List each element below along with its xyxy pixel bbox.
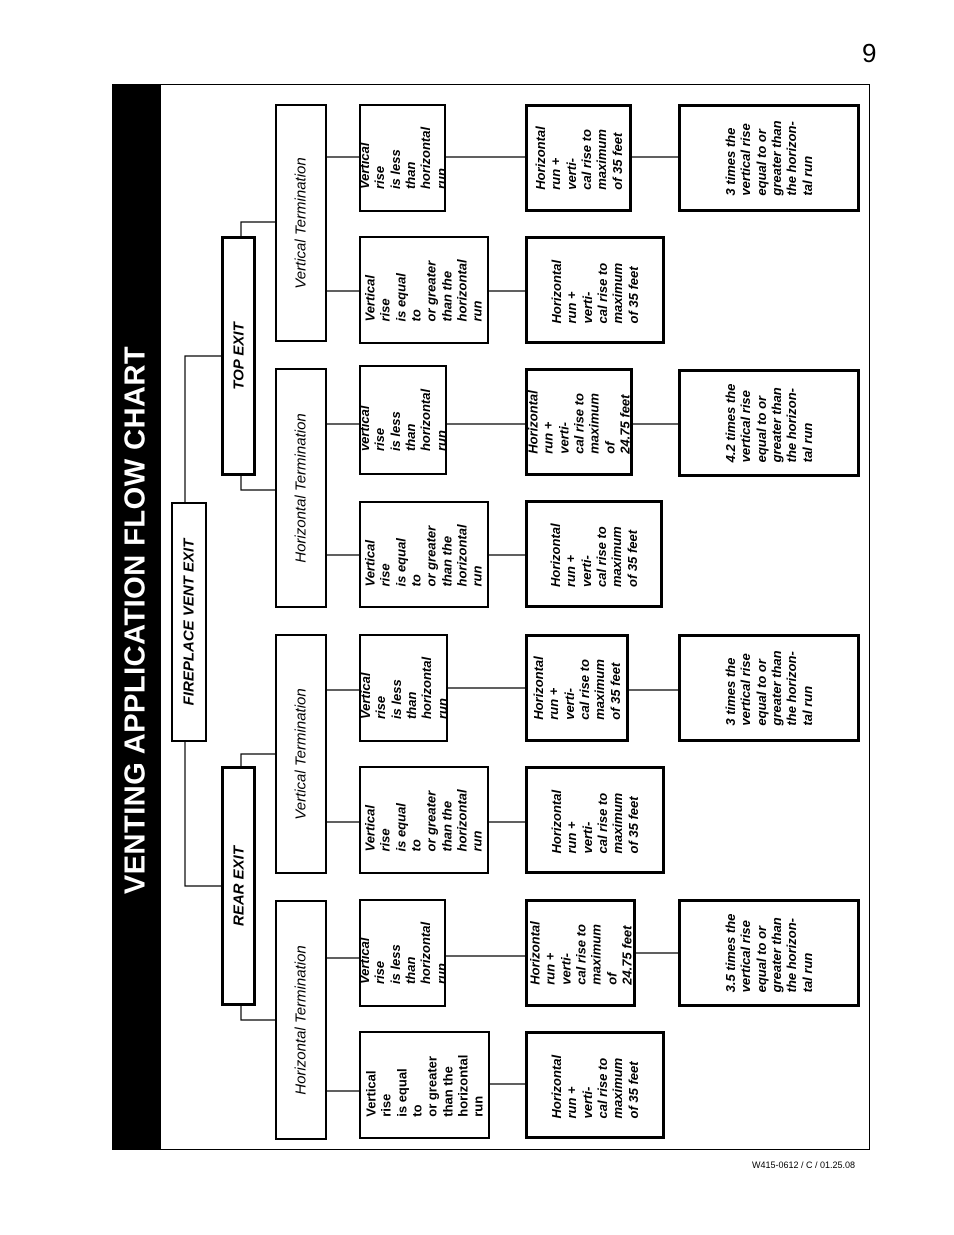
ratio-box-rear-vertical-less bbox=[678, 634, 860, 742]
ratio-box-rear-horizontal-less bbox=[678, 899, 860, 1007]
run-text-top-vertical-less: Horizontal run + verti- cal rise to maximum of 35 feet bbox=[532, 126, 625, 190]
ratio-text-top-vertical-less: 3 times the vertical rise equal to or greater than the horizon- tal run bbox=[723, 120, 815, 196]
run-box-top-vertical-equal bbox=[525, 236, 665, 344]
page-number: 9 bbox=[862, 38, 877, 68]
run-box-top-horizontal-equal bbox=[525, 500, 663, 608]
condition-box-rear-horizontal-equal bbox=[359, 1031, 490, 1139]
condition-text-rear-horizontal-equal: Vertical rise is equal to or greater than the horizontal run bbox=[363, 1054, 486, 1117]
connector-rear-horizontal bbox=[241, 1006, 275, 1020]
condition-box-rear-vertical-less bbox=[359, 634, 448, 742]
document-code: W415-0612 / C / 01.25.08 bbox=[752, 1160, 856, 1170]
condition-text-top-vertical-equal: Vertical rise is equal to or greater than the horizontal run bbox=[362, 259, 485, 322]
condition-box-top-vertical-less bbox=[356, 104, 449, 212]
run-text-rear-horizontal-less: Horizontal run + verti- cal rise to maximum of 24.75 feet bbox=[526, 921, 634, 985]
condition-text-top-horizontal-less: vertical rise is less than horizontal run bbox=[357, 388, 449, 452]
top-horizontal-termination-box bbox=[275, 368, 327, 608]
top-exit-box bbox=[221, 236, 256, 476]
run-text-top-horizontal-less: Horizontal run + verti- cal rise to maximum of 24.75 feet bbox=[525, 390, 633, 454]
run-text-rear-horizontal-equal: Horizontal run + verti- cal rise to maximum of 35 feet bbox=[549, 1054, 641, 1119]
rear-vertical-termination-box bbox=[275, 634, 327, 874]
chart-title: VENTING APPLICATION FLOW CHART bbox=[119, 345, 152, 895]
run-text-top-vertical-equal: Horizontal run + verti- cal rise to maximum of 35 feet bbox=[549, 259, 641, 324]
condition-box-top-vertical-equal bbox=[359, 236, 489, 344]
condition-box-top-horizontal-equal bbox=[359, 501, 489, 608]
connector-top-vertical bbox=[241, 222, 275, 236]
rear-horizontal-termination-box bbox=[275, 900, 327, 1140]
connector-rear-vertical bbox=[241, 754, 275, 766]
ratio-box-top-vertical-less bbox=[678, 104, 860, 212]
condition-text-rear-horizontal-less: Vertical rise is less than horizontal run bbox=[356, 921, 449, 985]
condition-text-rear-vertical-equal: Vertical rise is equal to or greater than the horizontal run bbox=[362, 789, 485, 852]
top-vertical-termination-label: Vertical Termination bbox=[292, 157, 310, 289]
ratio-text-rear-horizontal-less: 3.5 times the vertical rise equal to or greater than the horizon- tal run bbox=[723, 913, 815, 993]
condition-text-top-horizontal-equal: Vertical rise is equal to or greater than the horizontal run bbox=[362, 523, 485, 586]
run-box-rear-vertical-less bbox=[525, 634, 629, 742]
run-box-top-horizontal-less bbox=[525, 368, 633, 476]
condition-box-rear-horizontal-less bbox=[356, 899, 449, 1007]
condition-text-rear-vertical-less: Vertical rise is less than horizontal run bbox=[357, 656, 450, 720]
run-text-rear-vertical-less: Horizontal run + verti- cal rise to maximum of 35 feet bbox=[531, 656, 623, 720]
run-text-top-horizontal-equal: Horizontal run + verti- cal rise to maximum of 35 feet bbox=[548, 523, 640, 587]
root-box-fireplace-vent-exit bbox=[171, 502, 207, 742]
ratio-text-top-horizontal-less: 4.2 times the vertical rise equal to or greater than the horizon- tal run bbox=[723, 383, 815, 463]
top-horizontal-termination-label: Horizontal Termination bbox=[292, 413, 310, 563]
run-box-rear-horizontal-equal bbox=[525, 1031, 665, 1139]
rear-exit-label: REAR EXIT bbox=[230, 845, 247, 927]
condition-box-rear-vertical-equal bbox=[359, 766, 489, 874]
ratio-box-top-horizontal-less bbox=[678, 369, 860, 477]
condition-text-top-vertical-less: Vertical rise is less than horizontal run bbox=[356, 126, 449, 190]
run-text-rear-vertical-equal: Horizontal run + verti- cal rise to maximum of 35 feet bbox=[549, 789, 641, 854]
run-box-rear-horizontal-less bbox=[525, 899, 636, 1007]
run-box-top-vertical-less bbox=[525, 104, 632, 212]
root-label: FIREPLACE VENT EXIT bbox=[180, 538, 198, 706]
connector-root-rear bbox=[185, 742, 221, 886]
rear-exit-box bbox=[221, 766, 256, 1006]
run-box-rear-vertical-equal bbox=[525, 766, 665, 874]
condition-box-top-horizontal-less bbox=[359, 365, 447, 475]
ratio-text-rear-vertical-less: 3 times the vertical rise equal to or greater than the horizon- tal run bbox=[723, 650, 815, 726]
connector-root-top bbox=[185, 356, 221, 502]
rear-horizontal-termination-label: Horizontal Termination bbox=[292, 945, 310, 1095]
top-exit-label: TOP EXIT bbox=[230, 322, 247, 390]
rear-vertical-termination-label: Vertical Termination bbox=[292, 688, 310, 820]
connector-top-horizontal bbox=[241, 476, 275, 490]
top-vertical-termination-box bbox=[275, 104, 327, 342]
